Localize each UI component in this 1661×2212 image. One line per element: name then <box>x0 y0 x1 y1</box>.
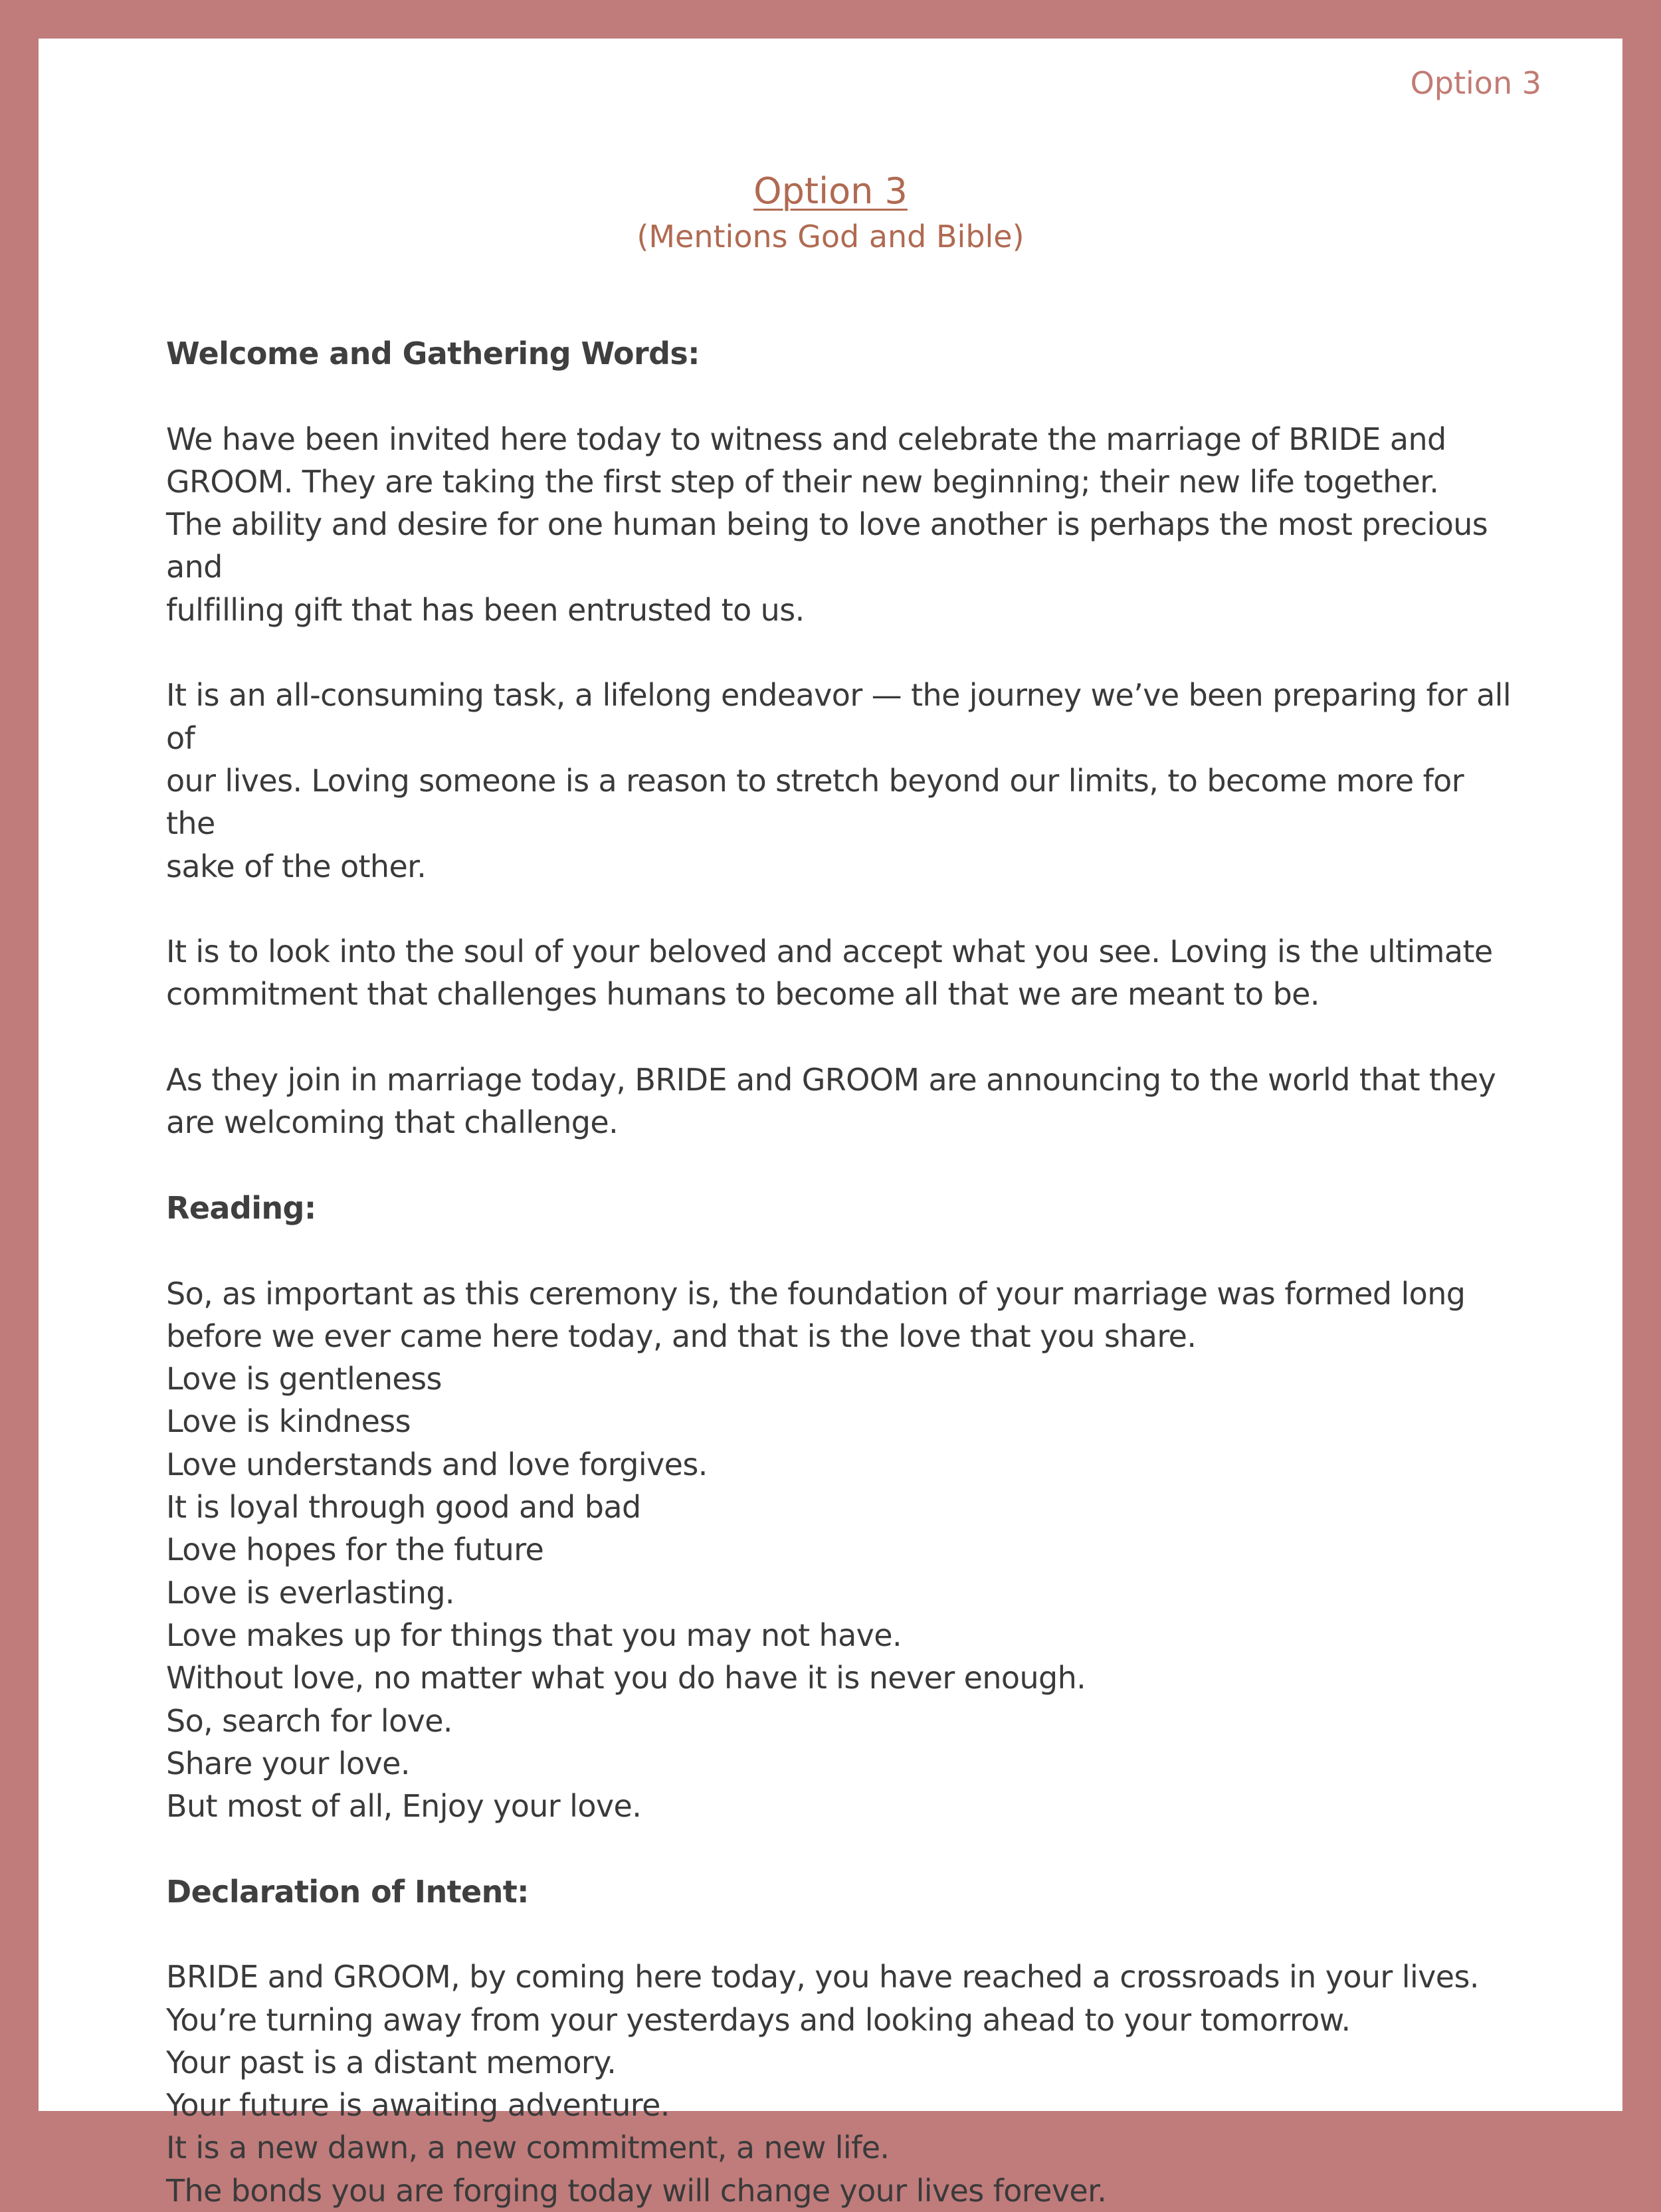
section-heading: Declaration of Intent: <box>166 1873 529 1910</box>
text-line: sake of the other. <box>166 848 427 884</box>
text-line: Love understands and love forgives. <box>166 1446 708 1482</box>
document-body <box>166 332 1521 2212</box>
page-corner-label: Option 3 <box>1410 65 1541 101</box>
section-declaration <box>166 1870 1521 2212</box>
text-line: The bonds you are forging today will change your lives forever. <box>166 2172 1107 2209</box>
text-line: As they join in marriage today, BRIDE and GROOM are announcing to the world that they <box>166 1062 1496 1098</box>
text-line: It is a new dawn, a new commitment, a new life. <box>166 2130 890 2166</box>
document-page <box>39 39 1622 2209</box>
text-line: Without love, no matter what you do have it is never enough. <box>166 1660 1086 1696</box>
text-line: The ability and desire for one human being to love another is perhaps the most precious and <box>166 506 1488 585</box>
text-line: before we ever came here today, and that is the love that you share. <box>166 1318 1197 1354</box>
text-line: We have been invited here today to witness and celebrate the marriage of BRIDE and <box>166 421 1446 457</box>
section-welcome <box>166 332 1521 1144</box>
section-heading: Reading: <box>166 1189 316 1226</box>
text-line: But most of all, Enjoy your love. <box>166 1788 642 1825</box>
text-line: Love hopes for the future <box>166 1532 544 1568</box>
title-block <box>39 165 1622 255</box>
text-line: our lives. Loving someone is a reason to stretch beyond our limits, to become more for the <box>166 762 1464 842</box>
text-line: Love is gentleness <box>166 1361 442 1397</box>
text-line: Love is everlasting. <box>166 1574 454 1611</box>
text-line: Your past is a distant memory. <box>166 2044 617 2080</box>
text-line: BRIDE and GROOM, by coming here today, you have reached a crossroads in your lives. <box>166 1959 1479 1995</box>
text-line: You’re turning away from your yesterdays and looking ahead to your tomorrow. <box>166 2001 1351 2038</box>
text-line: It is to look into the soul of your beloved and accept what you see. Loving is the ultimate <box>166 934 1493 970</box>
section-heading: Welcome and Gathering Words: <box>166 336 700 371</box>
text-line: Your future is awaiting adventure. <box>166 2087 670 2124</box>
text-line: Share your love. <box>166 1745 410 1781</box>
text-line: are welcoming that challenge. <box>166 1104 619 1141</box>
text-line: It is loyal through good and bad <box>166 1489 641 1526</box>
text-line: So, as important as this ceremony is, the foundation of your marriage was formed long <box>166 1275 1466 1312</box>
text-line: commitment that challenges humans to become all that we are meant to be. <box>166 976 1319 1013</box>
text-line: GROOM. They are taking the first step of their new beginning; their new life together. <box>166 463 1439 500</box>
text-line: Love makes up for things that you may not have. <box>166 1617 902 1653</box>
page-subtitle: (Mentions God and Bible) <box>636 219 1025 254</box>
text-line: So, search for love. <box>166 1702 452 1739</box>
text-line: It is an all-consuming task, a lifelong endeavor — the journey we’ve been preparing for all of <box>166 677 1512 756</box>
text-line: fulfilling gift that has been entrusted to us. <box>166 591 805 628</box>
text-line: Love is kindness <box>166 1403 411 1440</box>
page-title: Option 3 <box>753 170 908 212</box>
section-reading <box>166 1187 1521 1827</box>
